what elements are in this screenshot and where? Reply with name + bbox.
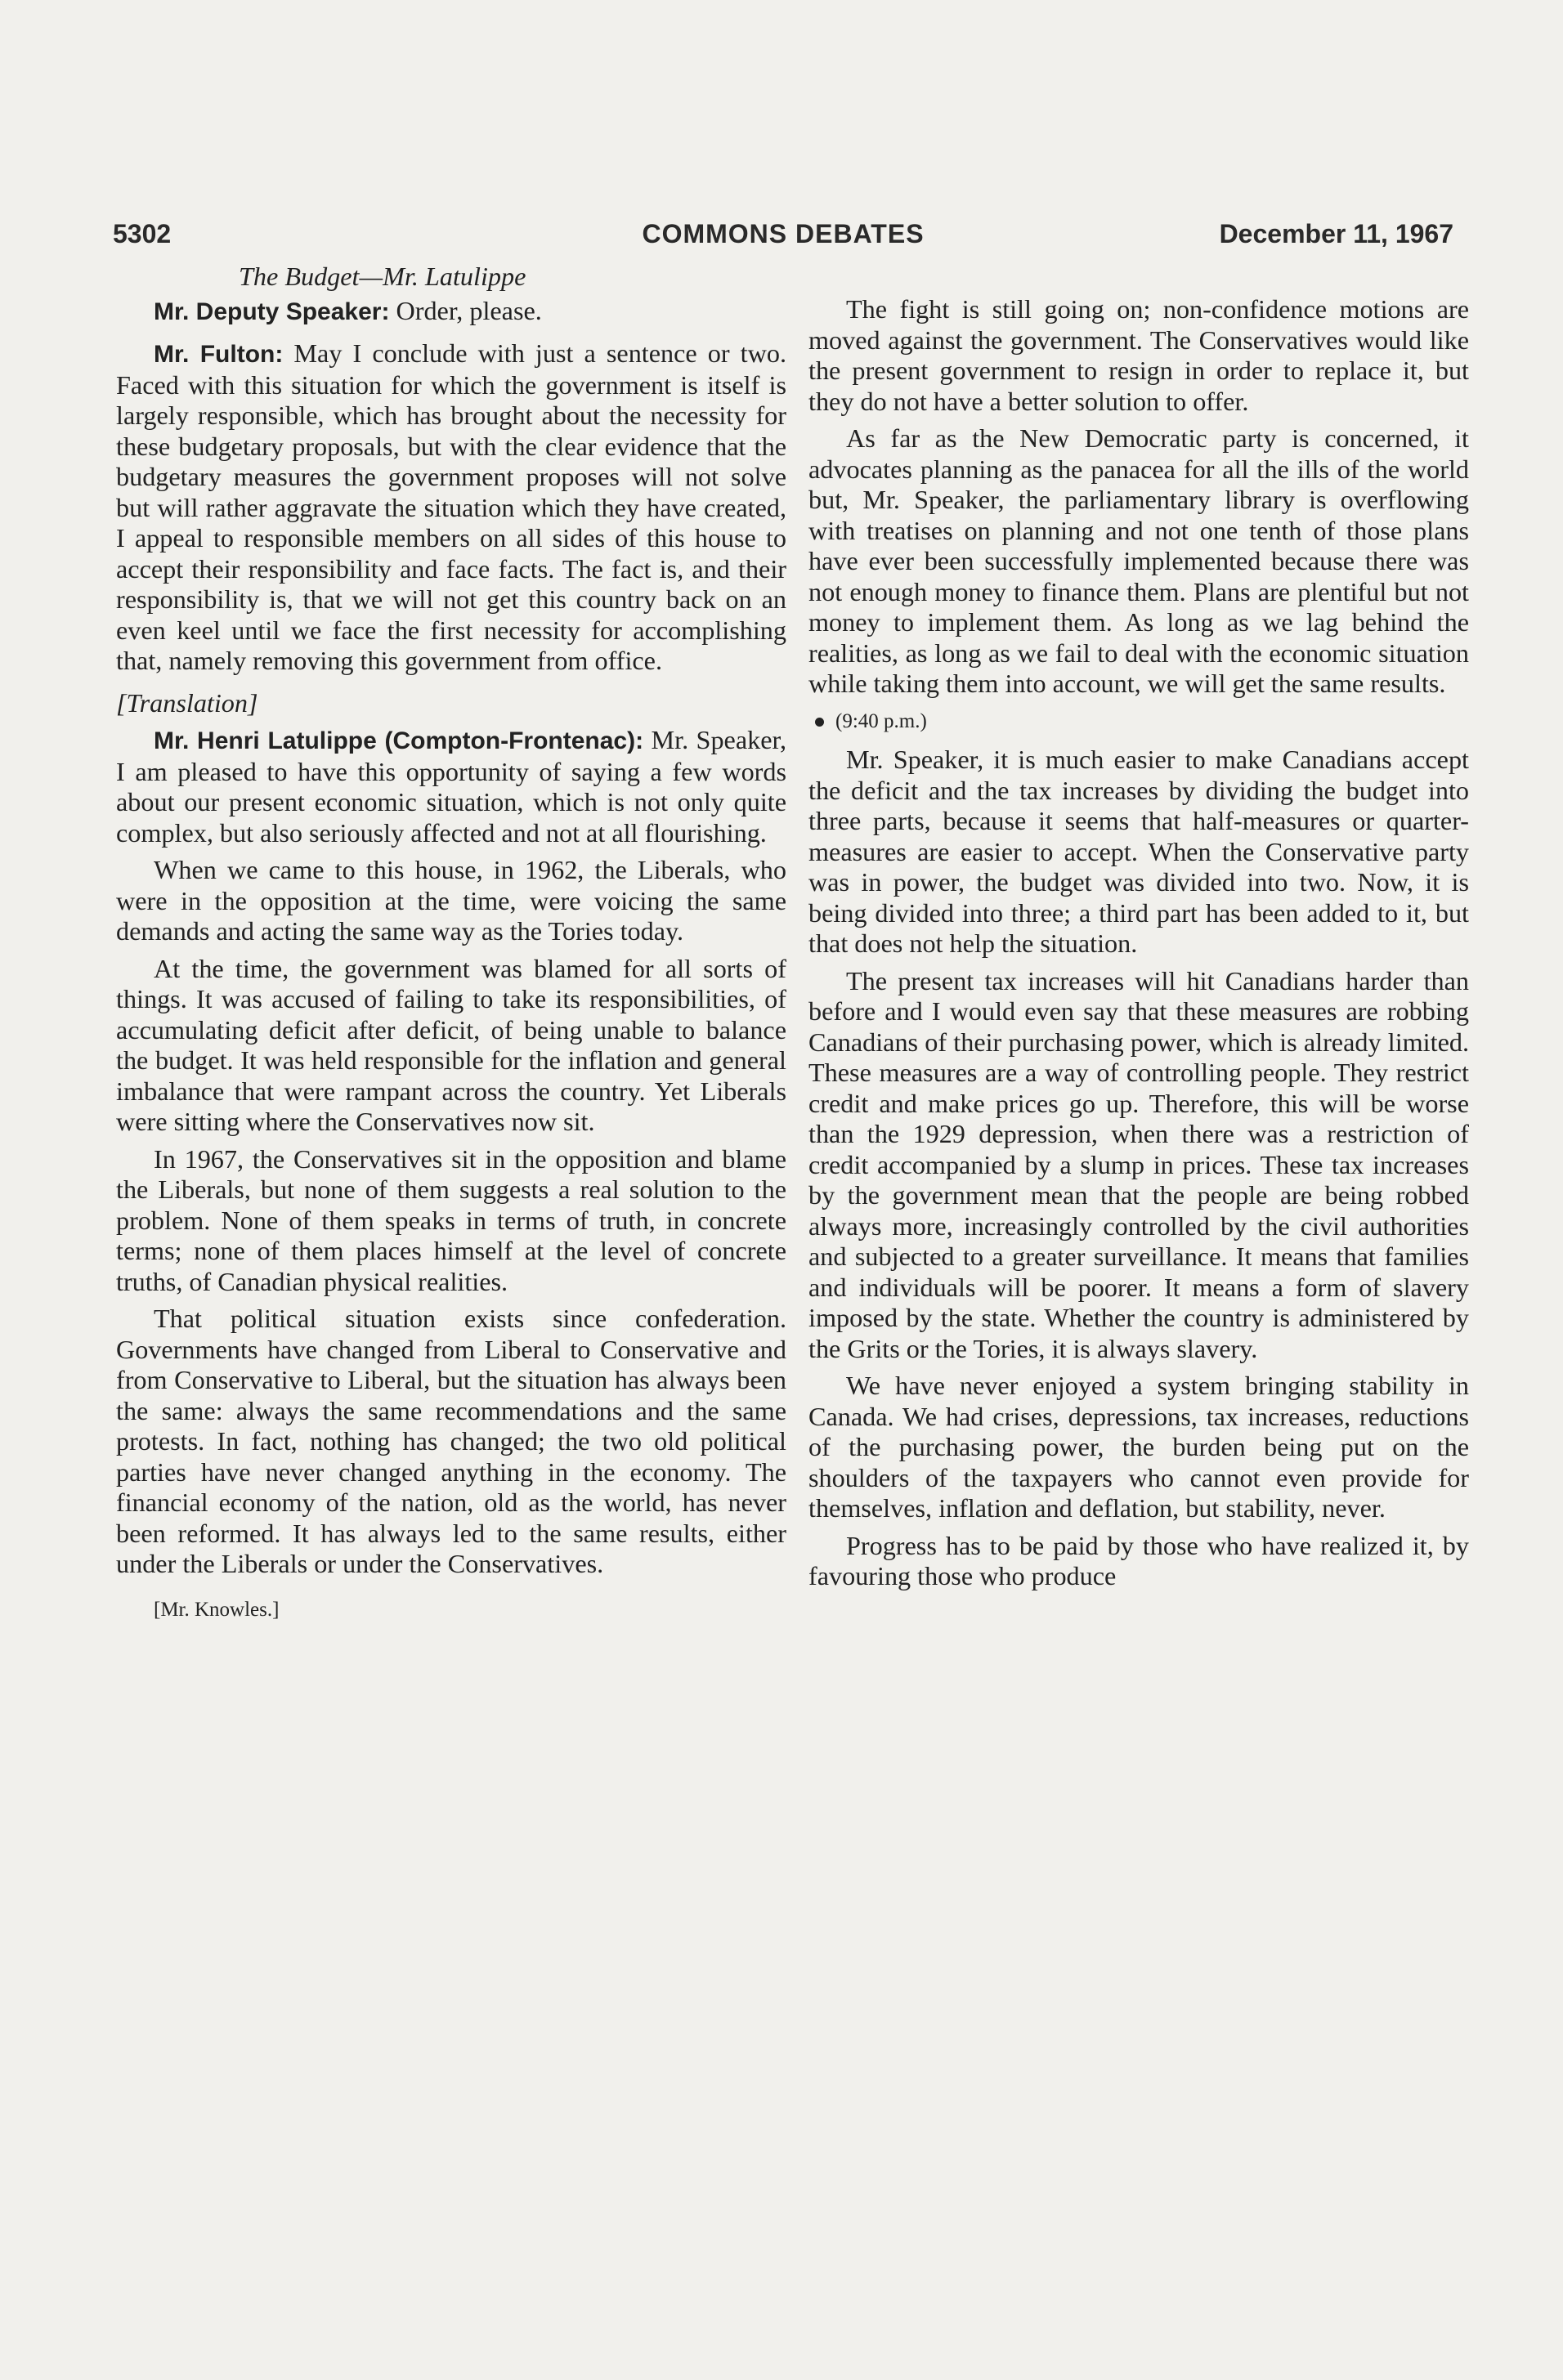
running-subhead: The Budget—Mr. Latulippe: [239, 262, 526, 291]
paragraph: [116, 338, 786, 677]
page-number: 5302: [113, 219, 172, 248]
speaker-name: Mr. Fulton:: [154, 341, 284, 368]
paragraph: At the time, the government was blamed for all sorts of things. It was accused of failing to take its responsibilities, of accumulating deficit after deficit, of being unable to balance the budget. It was held responsible for the inflation and general imbalance that were rampant across the country. Yet Liberals were sitting where the Conservatives now sit.: [116, 953, 786, 1136]
speaker-name: Mr. Henri Latulippe (Compton-Frontenac):: [154, 727, 644, 754]
paragraph: In 1967, the Conservatives sit in the opposition and blame the Liberals, but none of them suggests a real solution to the problem. None of them speaks in terms of truth, in concrete terms; none of them places himself at the level of concrete truths, of Canadian physical realities.: [116, 1143, 786, 1296]
speaker-name: Mr. Deputy Speaker:: [154, 298, 390, 325]
paragraph: Progress has to be paid by those who have realized it, by favouring those who produce: [808, 1530, 1469, 1590]
paragraph: That political situation exists since confederation. Governments have changed from Liberal to Conservative and from Conservative to Liberal, but the situation has always been the same: always the same recommendations and the same protests. In fact, nothing has changed; the two old political parties have never changed anything in the economy. The financial economy of the nation, old as the world, has never been reformed. It has always led to the same results, either under the Liberals or under the Conservatives.: [116, 1304, 786, 1578]
paragraph: We have never enjoyed a system bringing stability in Canada. We had crises, depressions, tax increases, reductions of the purchasing power, the burden being put on the shoulders of the taxpayers who cannot even provide for themselves, inflation and deflation, but stability, never.: [808, 1371, 1469, 1523]
paragraph: [116, 725, 786, 848]
speech-text: May I conclude with just a sentence or two. Faced with this situation for which the government is itself is largely responsible, which has brought about the necessity for these budgetary proposals, but with the clear evidence that the budgetary measures the government proposes will not solve but will rather aggravate the situation which they have created, I appeal to responsible members on all sides of this house to accept their responsibility and face facts. The fact is, and their responsibility is, that we will not get this country back on an even keel until we face the first necessity for accomplishing that, namely removing this government from office.: [116, 338, 786, 675]
publication-title: COMMONS DEBATES: [642, 219, 925, 248]
paragraph: The present tax increases will hit Canadians harder than before and I would even say that these measures are robbing Canadians of their purchasing power, which is already limited. These measures are a way of controlling people. They restrict credit and make prices go up. Therefore, this will be worse than the 1929 depression, when there was a restriction of credit accompanied by a slump in prices. These tax increases by the government mean that the people are being robbed always more, increasingly controlled by the civil authorities and subjected to a greater surveillance. It means that families and individuals will be poorer. It means a form of slavery imposed by the state. Whether the country is administered by the Grits or the Tories, it is always slavery.: [808, 965, 1469, 1363]
speech-text: Mr. Speaker, I am pleased to have this opportunity of saying a few words about our present economic situation, which is not only quite complex, but also seriously affected and not at all flourishing.: [116, 725, 786, 848]
publication-date: December 11, 1967: [1219, 219, 1453, 248]
paragraph: [116, 296, 786, 328]
speech-text: Order, please.: [389, 295, 542, 325]
translation-marker: [Translation]: [116, 687, 258, 718]
right-column: [808, 262, 1469, 1599]
bullet-icon: [815, 718, 824, 727]
paragraph: When we came to this house, in 1962, the Liberals, who were in the opposition at the time, were voicing the same demands and acting the same way as the Tories today.: [116, 855, 786, 946]
timestamp-line: [808, 706, 1469, 737]
paragraph: Mr. Speaker, it is much easier to make Canadians accept the deficit and the tax increases by dividing the budget into three parts, because it seems that half-measures or quarter-measures are easier to accept. When the Conservative party was in power, the budget was divided into two. Now, it is being divided into three; a third part has been added to it, but that does not help the situation.: [808, 745, 1469, 958]
paragraph: The fight is still going on; non-confidence motions are moved against the government. The Conservatives would like the present government to resign in order to replace it, but they do not have a better solution to offer.: [808, 294, 1469, 416]
paragraph: As far as the New Democratic party is concerned, it advocates planning as the panacea for all the ills of the world but, Mr. Speaker, the parliamentary library is overflowing with treatises on planning and not one tenth of those plans have ever been successfully implemented because there was not enough money to finance them. Plans are plentiful but not money to implement them. As long as we lag behind the realities, as long as we fail to deal with the economic situation while taking them into account, we will get the same results.: [808, 423, 1469, 698]
left-column: [116, 262, 786, 1631]
speaker-footnote: [Mr. Knowles.]: [154, 1598, 280, 1621]
timestamp: (9:40 p.m.): [835, 709, 927, 732]
page-header: [113, 219, 1453, 255]
